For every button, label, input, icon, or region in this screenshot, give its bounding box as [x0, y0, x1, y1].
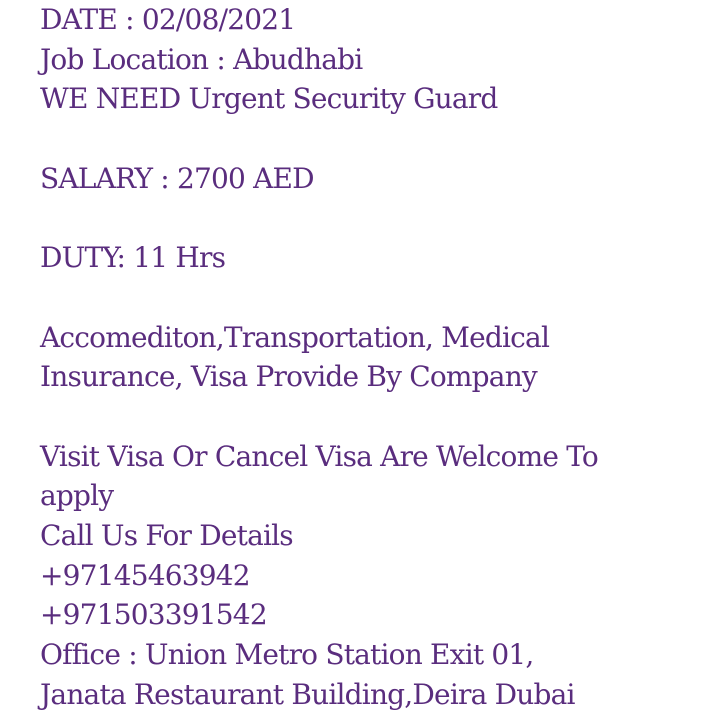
headline: WE NEED Urgent Security Guard [40, 82, 498, 116]
benefits-line: Accomediton,Transportation, Medical [40, 320, 550, 354]
office-address-line: Office : Union Metro Station Exit 01, [40, 638, 534, 671]
visa-note-line: Visit Visa Or Cancel Visa Are Welcome To [40, 439, 598, 473]
date-line: DATE : 02/08/2021 [40, 3, 296, 36]
spacer [40, 198, 710, 238]
duty-line: DUTY: 11 Hrs [40, 241, 226, 275]
spacer [40, 397, 710, 437]
job-posting [40, 0, 710, 714]
job-location-line: Job Location : Abudhabi [40, 42, 363, 76]
contact-heading: Call Us For Details [40, 518, 293, 552]
spacer [40, 119, 710, 159]
phone-number: +971503391542 [40, 598, 267, 632]
salary-line: SALARY : 2700 AED [40, 161, 314, 195]
spacer [40, 278, 710, 318]
visa-note-line: apply [40, 479, 114, 513]
office-address-line: Janata Restaurant Building,Deira Dubai [40, 677, 575, 711]
phone-number: +97145463942 [40, 558, 250, 592]
benefits-line: Insurance, Visa Provide By Company [40, 360, 537, 394]
